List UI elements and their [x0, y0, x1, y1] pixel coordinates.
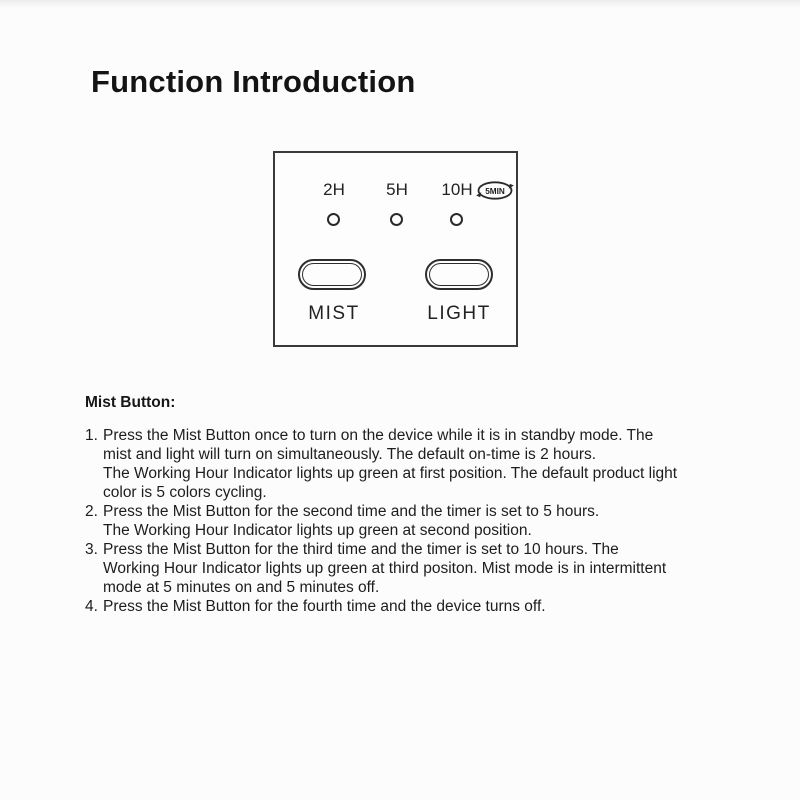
mist-button-label: MIST	[308, 303, 360, 324]
timer-label-10h: 10H	[441, 180, 473, 199]
working-hour-indicator-1	[327, 213, 340, 226]
page-title: Function Introduction	[91, 64, 416, 99]
light-button-label: LIGHT	[427, 303, 491, 324]
5min-cycle-badge	[475, 179, 515, 202]
list-item	[85, 502, 725, 540]
list-line: mode at 5 minutes on and 5 minutes off.	[103, 579, 380, 596]
list-item-number: 4.	[85, 598, 98, 615]
scan-edge-artifact	[0, 0, 800, 8]
list-item-text	[103, 426, 725, 502]
list-line: color is 5 colors cycling.	[103, 484, 267, 501]
mist-button[interactable]	[298, 259, 366, 290]
instruction-list	[85, 426, 725, 616]
working-hour-indicator-3	[450, 213, 463, 226]
mist-button-inner-outline	[302, 263, 362, 286]
badge-text: 5MIN	[485, 186, 505, 196]
list-line: Working Hour Indicator lights up green at third positon. Mist mode is in intermittent	[103, 560, 667, 577]
list-line: mist and light will turn on simultaneously. The default on-time is 2 hours.	[103, 446, 597, 463]
list-line: The Working Hour Indicator lights up green at second position.	[103, 522, 532, 539]
list-line: Press the Mist Button once to turn on the device while it is in standby mode. The	[103, 427, 654, 444]
list-line: Press the Mist Button for the third time and the timer is set to 10 hours. The	[103, 541, 619, 558]
list-item-text	[103, 502, 725, 540]
list-item-number: 3.	[85, 541, 98, 558]
working-hour-indicator-2	[390, 213, 403, 226]
list-line: Press the Mist Button for the second time and the timer is set to 5 hours.	[103, 503, 600, 520]
list-item-text	[103, 540, 725, 597]
light-button-inner-outline	[429, 263, 489, 286]
list-item-number: 1.	[85, 427, 98, 444]
list-item-text	[103, 597, 725, 616]
section-heading: Mist Button:	[85, 394, 176, 411]
list-item	[85, 597, 725, 616]
cycle-arrows-icon	[475, 179, 515, 202]
list-item	[85, 540, 725, 597]
list-item	[85, 426, 725, 502]
list-line: Press the Mist Button for the fourth time and the device turns off.	[103, 598, 546, 615]
timer-label-5h: 5H	[386, 180, 408, 199]
list-line: The Working Hour Indicator lights up green at first position. The default product light	[103, 465, 678, 482]
list-item-number: 2.	[85, 503, 98, 520]
control-panel-diagram	[273, 151, 518, 347]
light-button[interactable]	[425, 259, 493, 290]
timer-label-2h: 2H	[323, 180, 345, 199]
